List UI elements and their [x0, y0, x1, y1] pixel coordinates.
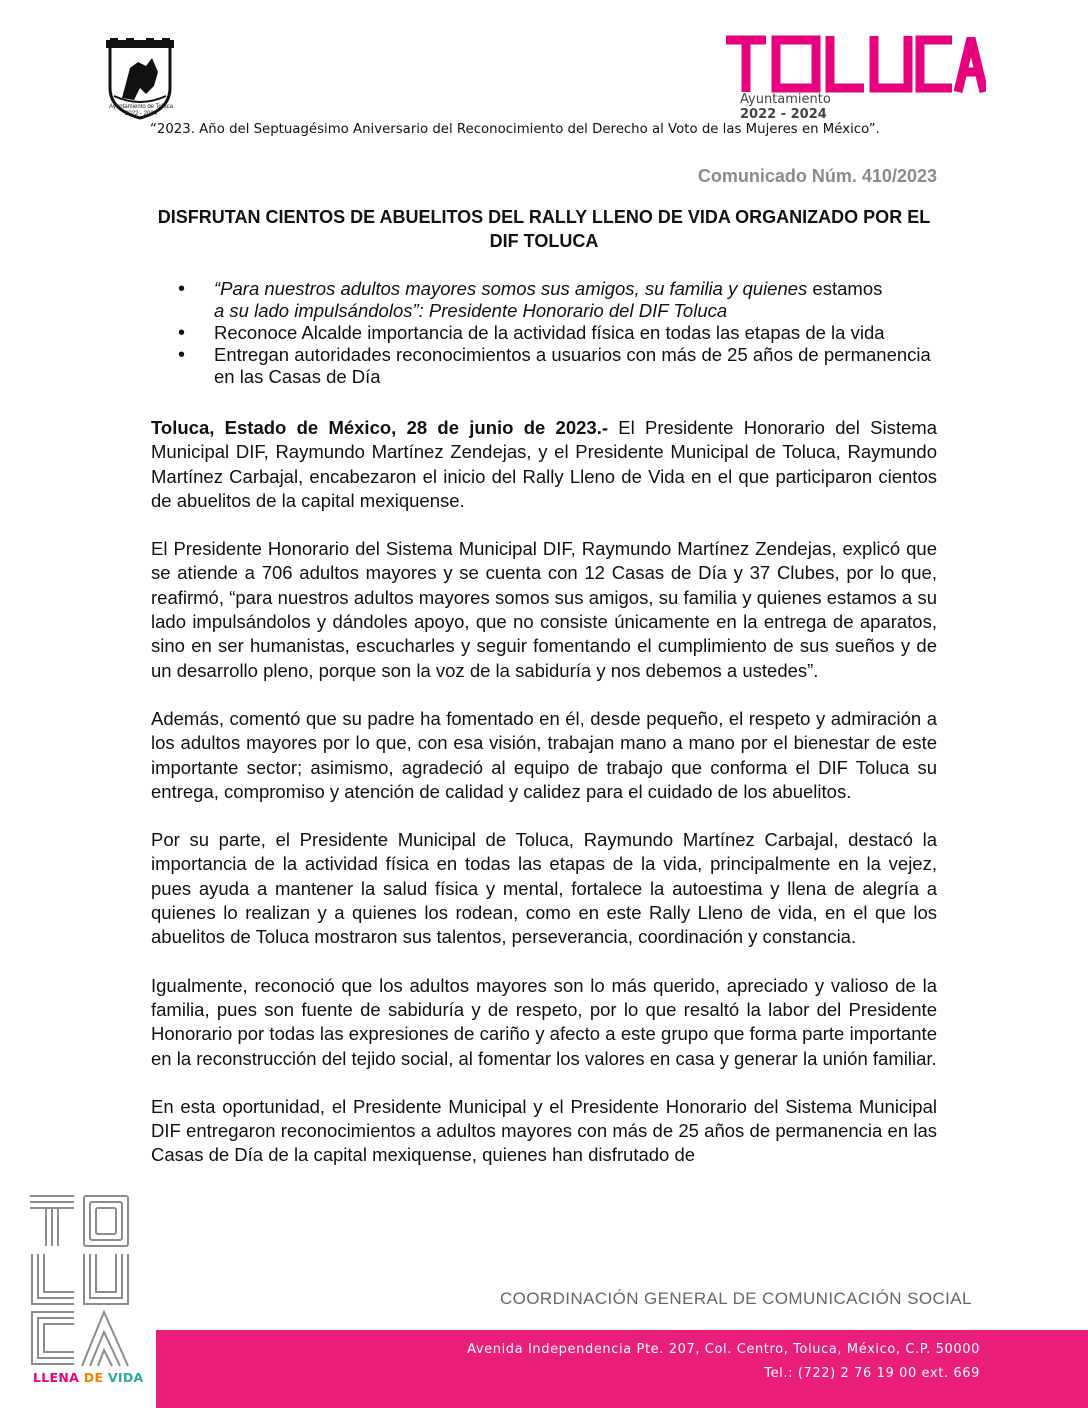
paragraph: En esta oportunidad, el Presidente Municipal y el Presidente Honorario del Sistema Municipal DIF entregaron reconocimientos a adultos mayores con más de 25 años de permanencia en las Casas de Día de la capital mexiquense, quienes han disfrutado de [151, 1095, 937, 1166]
slogan-part-llena: LLENA [33, 1370, 84, 1385]
coordination-label: COORDINACIÓN GENERAL DE COMUNICACIÓN SOCIAL [500, 1289, 972, 1308]
llena-de-vida-slogan [33, 1370, 144, 1385]
footer-phone: Tel.: (722) 2 76 19 00 ext. 669 [764, 1366, 980, 1381]
toluca-outline-logo [28, 1192, 132, 1368]
highlight-quote: “Para nuestros adultos mayores somos sus amigos, su familia y quienes [214, 278, 808, 299]
paragraph: Además, comentó que su padre ha fomentado en él, desde pequeño, el respeto y admiración a los adultos mayores por lo que, con esa visión, trabajan mano a mano por el bienestar de este importante sector; asimismo, agradeció al equipo de trabajo que conforma el DIF Toluca su entrega, compromiso y atención de calidad y calidez para el cuidado de los abuelitos. [151, 707, 937, 802]
crest-caption-line2: 2022 - 2024 [124, 111, 158, 117]
ayuntamiento-years: 2022 - 2024 [740, 107, 827, 122]
crest-caption-line1: Ayuntamiento de Toluca [109, 104, 173, 110]
communique-number: Comunicado Núm. 410/2023 [697, 166, 937, 186]
highlight-item: • Reconoce Alcalde importancia de la actividad física en todas las etapas de la vida [176, 322, 946, 344]
highlights-list [176, 278, 946, 388]
slogan-part-vida: VIDA [107, 1370, 144, 1385]
footer-address: Avenida Independencia Pte. 207, Col. Centro, Toluca, México, C.P. 50000 [467, 1342, 980, 1357]
highlight-quote-attribution: a su lado impulsándolos”: Presidente Honorario del DIF Toluca [214, 300, 728, 321]
press-release-title: DISFRUTAN CIENTOS DE ABUELITOS DEL RALLY LLENO DE VIDA ORGANIZADO POR EL DIF TOLUCA [157, 207, 931, 251]
paragraph: Igualmente, reconoció que los adultos mayores son lo más querido, apreciado y valioso de la familia, pues son fuente de sabiduría y de respeto, por lo que resaltó la labor del Presidente Honorario por todas las expresiones de cariño y afecto a este grupo que forma parte importante en la reconstrucción del tejido social, al fomentar los valores en casa y generar la unión familiar. [151, 974, 937, 1069]
highlight-quote-normal: estamos [807, 278, 883, 299]
ayuntamiento-label: Ayuntamiento [740, 92, 831, 107]
paragraph-text: El Presidente Honorario del Sistema Municipal DIF, Raymundo Martínez Zendejas, y el Presidente Municipal de Toluca, Raymundo Martínez Carbajal, encabezaron el inicio del Rally Lleno de Vida en el que participaron cientos de abuelitos de la capital mexiquense. [151, 417, 937, 511]
crest-caption [85, 104, 197, 118]
article-body [151, 416, 937, 1192]
dateline: Toluca, Estado de México, 28 de junio de 2023.- [151, 417, 609, 438]
year-motto: “2023. Año del Septuagésimo Aniversario del Reconocimiento del Derecho al Voto de las Mujeres en México”. [150, 122, 880, 137]
paragraph: El Presidente Honorario del Sistema Municipal DIF, Raymundo Martínez Zendejas, explicó que se atiende a 706 adultos mayores y se cuenta con 12 Casas de Día y 37 Clubes, por lo que, reafirmó, “para nuestros adultos mayores somos sus amigos, su familia y quienes estamos a su lado impulsándolos y dándoles apoyo, que no consiste únicamente en la entrega de aparatos, sino en ser humanistas, escucharles y seguir fomentando el cumplimiento de sus sueños y de un desarrollo pleno, porque son la voz de la sabiduría y nos debemos a ustedes”. [151, 538, 937, 681]
highlight-item: • Entregan autoridades reconocimientos a usuarios con más de 25 años de permanencia en las Casas de Día [176, 344, 946, 388]
slogan-part-de: DE [83, 1370, 108, 1385]
highlight-item [176, 278, 946, 322]
paragraph [151, 416, 937, 513]
toluca-brand-logo [724, 34, 986, 94]
paragraph: Por su parte, el Presidente Municipal de Toluca, Raymundo Martínez Carbajal, destacó la importancia de la actividad física en todas las etapas de la vida, principalmente en la vejez, pues ayuda a mantener la salud física y mental, fortalece la autoestima y llena de alegría a quienes lo realizan y a quienes los rodean, como en este Rally Lleno de vida, en el que los abuelitos de Toluca mostraron sus talentos, perseverancia, coordinación y constancia. [151, 829, 937, 948]
